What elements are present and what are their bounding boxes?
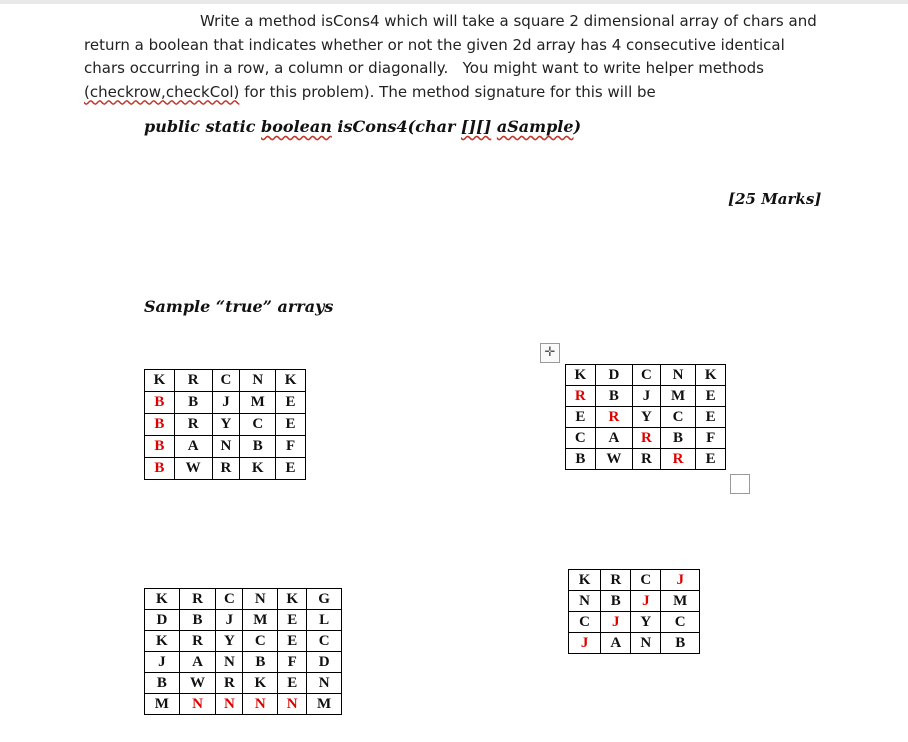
grid-cell: B [145,436,175,458]
grid-cell: C [661,612,700,633]
grid-cell: E [696,386,726,407]
grid-cell: C [212,370,240,392]
signature-param: aSample [496,117,574,136]
grid-cell: B [145,414,175,436]
grid-cell: N [660,365,696,386]
grid-cell: B [601,591,631,612]
grid-cell: C [243,631,278,652]
grid-cell: B [595,386,632,407]
grid-cell: R [216,673,243,694]
grid-cell: W [174,458,212,480]
grid-row [145,694,342,715]
grid-cell: N [307,673,342,694]
grid-cell: M [660,386,696,407]
grid-cell: F [276,436,306,458]
grid-row [145,673,342,694]
grid-row [566,386,726,407]
grid-cell: N [216,652,243,673]
question-sentence-2: You might want to write helper methods [462,59,764,77]
grid-cell: C [631,570,661,591]
grid-row [145,458,306,480]
grid-cell: C [633,365,661,386]
signature-prefix: public static [144,117,262,136]
signature-boolean: boolean [261,117,332,136]
grid-cell: E [566,407,596,428]
grid-cell: C [216,589,243,610]
question-text [84,10,824,104]
grid-cell: D [145,610,180,631]
grid-cell: F [696,428,726,449]
grid-cell: M [661,591,700,612]
grid-cell: J [661,570,700,591]
grid-cell: M [307,694,342,715]
grid-cell: R [660,449,696,470]
grid-cell: J [212,392,240,414]
grid-cell: K [569,570,601,591]
signature-suffix: ) [573,117,582,136]
grid-cell: M [240,392,276,414]
grid-cell: R [174,414,212,436]
grid-cell: R [601,570,631,591]
grid-row [145,610,342,631]
grid-cell: J [601,612,631,633]
grid-cell: D [595,365,632,386]
grid-cell: R [174,370,212,392]
grid-cell: F [278,652,307,673]
grid-row [145,392,306,414]
grid-cell: R [179,631,216,652]
grid-row [145,370,306,392]
grid-cell: B [243,652,278,673]
grid-cell: A [179,652,216,673]
grid-row [566,407,726,428]
grid-cell: N [243,589,278,610]
grid-cell: W [595,449,632,470]
grid-cell: E [276,392,306,414]
grid-row [566,449,726,470]
grid-row [569,612,700,633]
grid-row [145,589,342,610]
grid-cell: K [145,370,175,392]
sample-grid-3 [144,588,342,715]
grid-row [145,414,306,436]
helper-method-names: (checkrow,checkCol) [84,82,240,101]
sample-grid-2 [565,364,726,470]
grid-cell: E [696,407,726,428]
method-signature [144,117,581,136]
marks-label: [25 Marks] [728,190,822,208]
grid-cell: K [240,458,276,480]
grid-cell: B [145,673,180,694]
grid-cell: B [661,633,700,654]
grid-row [569,633,700,654]
grid-cell: R [595,407,632,428]
sample-grid-4 [568,569,700,654]
grid-cell: N [216,694,243,715]
grid-row [566,365,726,386]
grid-cell: J [216,610,243,631]
grid-cell: A [601,633,631,654]
grid-cell: J [145,652,180,673]
grid-cell: K [278,589,307,610]
grid-cell: B [174,392,212,414]
table-resize-handle[interactable] [730,474,750,494]
grid-cell: C [569,612,601,633]
grid-cell: R [179,589,216,610]
page-top-border [0,0,908,4]
grid-cell: R [566,386,596,407]
grid-cell: B [660,428,696,449]
grid-cell: Y [631,612,661,633]
grid-cell: M [243,610,278,631]
signature-brackets: [][] [460,117,492,136]
grid-cell: L [307,610,342,631]
grid-cell: B [240,436,276,458]
grid-cell: N [179,694,216,715]
sample-title: Sample “true” arrays [144,297,334,316]
grid-cell: G [307,589,342,610]
grid-cell: K [145,589,180,610]
question-sentence-3: for this problem). The method signature for this will be [244,82,656,101]
grid-cell: E [278,673,307,694]
grid-cell: C [660,407,696,428]
grid-cell: W [179,673,216,694]
grid-cell: D [307,652,342,673]
grid-cell: B [179,610,216,631]
grid-cell: B [145,392,175,414]
grid-cell: K [145,631,180,652]
grid-cell: J [569,633,601,654]
grid-cell: C [240,414,276,436]
grid-cell: J [631,591,661,612]
grid-cell: M [145,694,180,715]
move-arrows-icon[interactable]: ✛ [540,343,560,363]
grid-cell: K [243,673,278,694]
grid-cell: B [145,458,175,480]
grid-row [145,631,342,652]
grid-cell: N [569,591,601,612]
grid-cell: C [307,631,342,652]
grid-row [569,570,700,591]
grid-cell: J [633,386,661,407]
grid-cell: N [631,633,661,654]
grid-cell: E [276,458,306,480]
grid-cell: B [566,449,596,470]
grid-cell: K [566,365,596,386]
sample-grid-1 [144,369,306,480]
grid-cell: K [696,365,726,386]
grid-row [566,428,726,449]
grid-cell: K [276,370,306,392]
grid-cell: N [212,436,240,458]
grid-cell: E [278,631,307,652]
grid-row [569,591,700,612]
grid-cell: A [174,436,212,458]
grid-cell: N [278,694,307,715]
grid-cell: R [212,458,240,480]
question-sentence-1: Write a method isCons4 which will take a square 2 dimensional array of chars and return a boolean that indicates whether or not the given 2d array has 4 consecutive identical chars occurring in a row, a column or diagonally. [84,12,817,77]
grid-cell: E [276,414,306,436]
signature-method: isCons4(char [331,117,461,136]
grid-cell: E [278,610,307,631]
grid-cell: N [243,694,278,715]
grid-cell: R [633,428,661,449]
grid-cell: A [595,428,632,449]
grid-cell: Y [633,407,661,428]
grid-cell: E [696,449,726,470]
grid-cell: Y [212,414,240,436]
grid-cell: N [240,370,276,392]
grid-cell: C [566,428,596,449]
grid-row [145,652,342,673]
grid-cell: R [633,449,661,470]
grid-cell: Y [216,631,243,652]
grid-row [145,436,306,458]
